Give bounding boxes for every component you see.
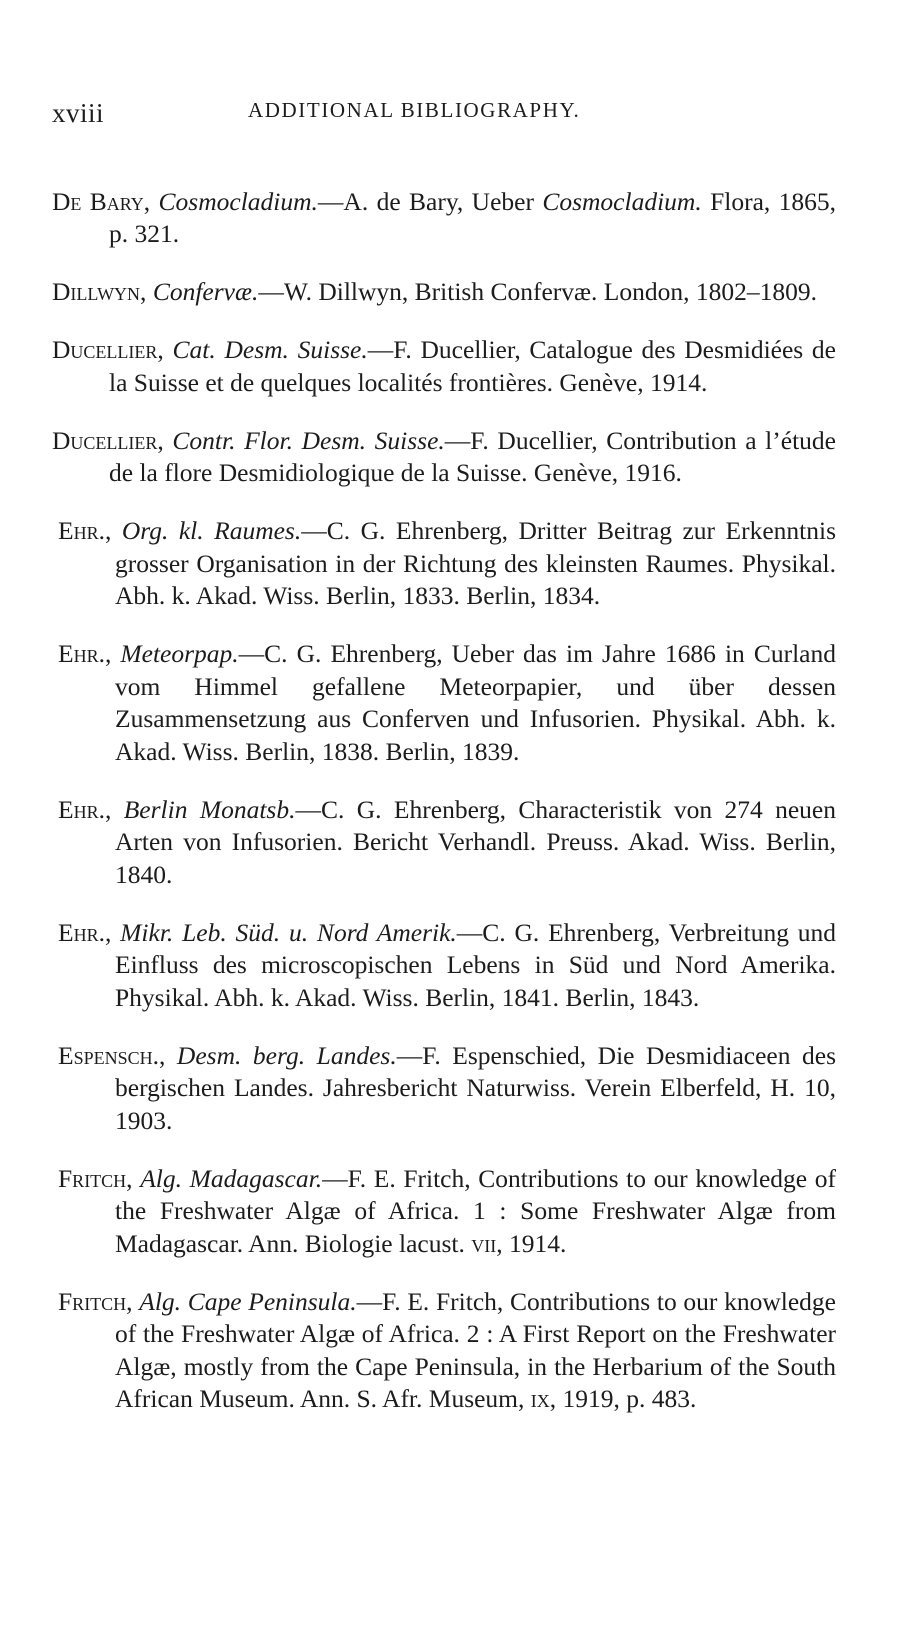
entry-author: Ehr., [58,794,112,824]
bibliography-entry [52,425,836,490]
entry-author: Ehr., [58,639,112,668]
entry-text: —C. G. Ehrenberg, Characteristik von 274 neuen Arten von Infusorien. Bericht Verhandl. Preuss. Akad. Wiss. Berlin, 1840. [115,794,836,889]
entry-author: Ducellier, [52,335,164,364]
bibliography-entry [52,276,836,309]
entry-text: —F. E. Fritch, Contributions to our knowledge of the Freshwater Algæ of Africa. 1 : Some Freshwater Algæ from Madagascar. Ann. Biologie lacust. [115,1163,836,1258]
entry-short-title: Meteorpap. [120,639,239,668]
entry-short-title: Alg. Cape Peninsula. [139,1286,357,1316]
entry-text: —C. G. Ehrenberg, Verbreitung und Einfluss des microscopischen Lebens in Süd und Nord Amerika. Physikal. Abh. k. Akad. Wiss. Berlin, 1841. Berlin, 1843. [115,917,837,1012]
entry-author: Ehr., [58,917,112,947]
bibliography-entry [58,638,836,768]
page-number: xviii [52,98,105,128]
bibliography-entry [58,515,836,613]
entry-text: —F. Ducellier, Catalogue des Desmidiées de la Suisse et de quelques localités frontières. Genève, 1914. [109,335,837,397]
entry-short-title: Berlin Monatsb. [123,794,296,824]
entry-author: Ehr., [58,516,112,545]
entry-author: Fritch, [58,1163,133,1193]
bibliography-entry [58,917,836,1015]
running-title: ADDITIONAL BIBLIOGRAPHY. [248,98,581,122]
entry-short-title: Confervæ. [152,277,259,306]
entry-short-title: Org. kl. Raumes. [121,516,302,545]
entry-author: Dillwyn, [52,277,147,306]
entry-text-italic: Cosmocladium. [542,186,702,216]
entry-short-title: Contr. Flor. Desm. Suisse. [172,425,445,455]
entry-short-title: Desm. berg. Landes. [176,1040,397,1070]
entry-volume-numeral: vii [471,1228,497,1258]
bibliography-entry [52,334,836,399]
entry-author: Ducellier, [52,425,164,455]
entry-text: Flora, 1865, p. 321. [109,186,837,248]
bibliography-entry [58,794,836,892]
entry-author: Espensch., [58,1040,166,1070]
entry-short-title: Cat. Desm. Suisse. [172,335,368,364]
entry-volume-numeral: ix [530,1384,550,1413]
entry-text: —F. E. Fritch, Contributions to our knowledge of the Freshwater Algæ of Africa. 2 : A First Report on the Freshwater Algæ, mostly from the Cape Peninsula, in the Herbarium of the South African Museum. Ann. S. Afr. Museum, [115,1286,836,1413]
entry-short-title: Alg. Madagascar. [140,1163,323,1193]
page-header [52,98,852,134]
entry-text: —A. de Bary, Ueber [317,186,543,216]
bibliography-entry [58,1040,836,1138]
entry-text: , 1914. [496,1228,567,1258]
bibliography-list [52,160,836,1431]
entry-text: —F. Ducellier, Contribution a l’étude de la flore Desmidiologique de la Suisse. Genève, 1916. [109,425,836,487]
entry-text: —C. G. Ehrenberg, Dritter Beitrag zur Erkenntnis grosser Organisation in der Richtung des kleinsten Raumes. Physikal. Abh. k. Akad. Wiss. Berlin, 1833. Berlin, 1834. [115,516,837,610]
bibliography-entry [58,1286,836,1416]
entry-short-title: Cosmocladium. [158,186,318,216]
entry-short-title: Mikr. Leb. Süd. u. Nord Amerik. [120,917,457,947]
entry-text: —C. G. Ehrenberg, Ueber das im Jahre 1686 in Curland vom Himmel gefallene Meteorpapier, und über dessen Zusammensetzung aus Conferven und Infusorien. Physikal. Abh. k. Akad. Wiss. Berlin, 1838. Berlin, 1839. [115,639,836,766]
entry-text: , 1919, p. 483. [549,1384,697,1413]
bibliography-entry [52,186,836,251]
entry-text: —F. Espenschied, Die Desmidiaceen des bergischen Landes. Jahresbericht Naturwiss. Verein Elberfeld, H. 10, 1903. [115,1040,837,1135]
entry-text: —W. Dillwyn, British Confervæ. London, 1802–1809. [258,277,817,306]
entry-author: Fritch, [58,1286,133,1316]
bibliography-entry [58,1163,836,1261]
entry-author: De Bary, [52,186,151,216]
